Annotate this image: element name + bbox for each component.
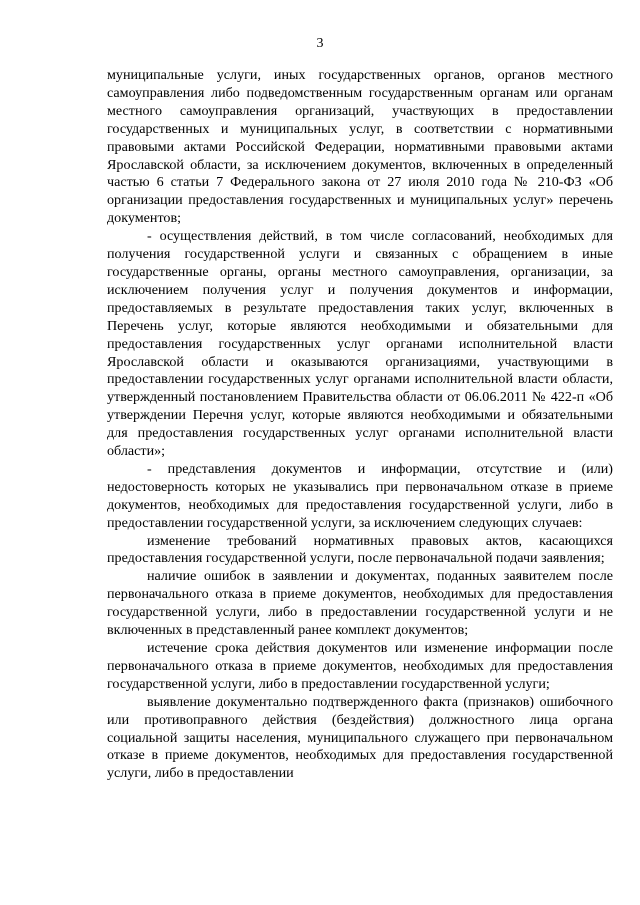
page-number: 3 xyxy=(316,36,324,51)
paragraph-errors: наличие ошибок в заявлении и документах, поданных заявителем после первоначального отказа в приеме документов, необходимых для предоставления государственной услуги, либо в предоставлении государственной услуги и не включенных в представленный ранее комплект документов; xyxy=(107,568,613,639)
paragraph-documents: - представления документов и информации, отсутствие и (или) недостоверность которых не указывались при первоначальном отказе в приеме документов, необходимых для предоставления государственной услуги, либо в предоставлении государственной услуги, за исключением следующих случаев: xyxy=(107,460,613,531)
paragraph-requirements-change: изменение требований нормативных правовых актов, касающихся предоставления государственной услуги, после первоначальной подачи заявления; xyxy=(107,532,613,567)
paragraph-expiry: истечение срока действия документов или изменение информации после первоначального отказа в приеме документов, необходимых для предоставления государственной услуги, либо в предоставлении государственной услуги; xyxy=(107,640,613,692)
paragraph-actions: - осуществления действий, в том числе согласований, необходимых для получения государственной услуги и связанных с обращением в иные государственные органы, органы местного самоуправления, организации, за исключением получения услуг и получения документов и информации, предоставляемых в результате предоставления таких услуг, включенных в Перечень услуг, которые являются необходимыми и обязательными для предоставления государственных услуг органами исполнительной власти Ярославской области и оказываются организациями, участвующими в предоставлении государственных услуг органами исполнительной власти области, утвержденный постановлением Правительства области от 06.06.2011 № 422-п «Об утверждении Перечня услуг, которые являются необходимыми и обязательными для предоставления государственных услуг органами исполнительной власти области»; xyxy=(107,228,613,460)
document-body xyxy=(107,67,613,783)
paragraph-continuation: муниципальные услуги, иных государственных органов, органов местного самоуправления либо подведомственным государственным органам или органам местного самоуправления организаций, участвующих в предоставлении государственных и муниципальных услуг, в соответствии с нормативными правовыми актами Российской Федерации, нормативными правовыми актами Ярославской области, за исключением документов, включенных в определенный частью 6 статьи 7 Федерального закона от 27 июля 2010 года № 210-ФЗ «Об организации предоставления государственных и муниципальных услуг» перечень документов; xyxy=(107,67,613,227)
paragraph-violation: выявление документально подтвержденного факта (признаков) ошибочного или противоправного действия (бездействия) должностного лица органа социальной защиты населения, муниципального служащего при первоначальном отказе в приеме документов, необходимых для предоставления государственной услуги, либо в предоставлении xyxy=(107,693,613,782)
